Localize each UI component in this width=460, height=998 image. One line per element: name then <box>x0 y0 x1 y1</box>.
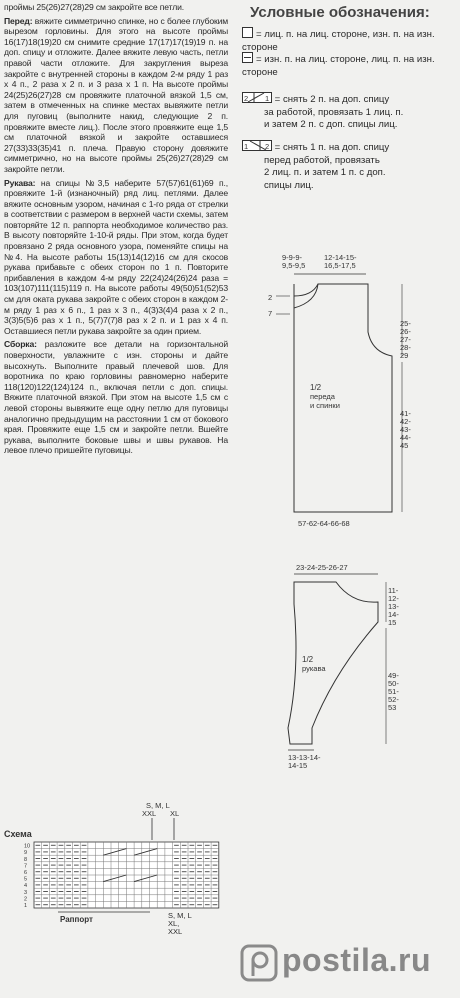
sleeve-r-51: 51- <box>388 687 399 696</box>
size-bottom-a: S, M, L <box>168 911 192 920</box>
size-top-a: S, M, L <box>146 801 170 810</box>
body-top-b2: 16,5-17,5 <box>324 261 356 270</box>
body-right-45: 45 <box>400 441 409 450</box>
knit-symbol-icon <box>242 27 253 38</box>
cable-left-symbol-icon <box>242 140 272 151</box>
sleeves-heading: Рукава: <box>4 177 36 188</box>
body-label-b: переда <box>310 392 335 401</box>
cable-right-symbol-icon <box>242 92 272 103</box>
body-right-44: 44- <box>400 433 411 442</box>
legend-item-purl: = изн. п. на лиц. стороне, лиц. п. на изн. стороне <box>242 54 435 78</box>
stitch-chart <box>0 800 232 940</box>
sleeve-r-49: 49- <box>388 671 399 680</box>
body-left-7: 7 <box>268 309 273 318</box>
sleeve-r-53: 53 <box>388 703 397 712</box>
para-sleeves <box>4 178 228 337</box>
svg-text:1: 1 <box>244 142 249 151</box>
body-right-28: 28- <box>400 343 411 352</box>
watermark-text: postila.ru <box>282 942 432 978</box>
rapport-label: Раппорт <box>60 915 93 924</box>
sleeve-r-15: 15 <box>388 618 397 627</box>
body-right-42: 42- <box>400 417 411 426</box>
body-right-29: 29 <box>400 351 409 360</box>
sleeve-r-13: 13- <box>388 602 399 611</box>
chart-row-label: 5 <box>24 876 28 883</box>
chart-row-label: 8 <box>24 856 28 863</box>
body-right-26: 26- <box>400 327 411 336</box>
body-bottom: 57-62-64-66-68 <box>298 519 350 528</box>
chart-row-label: 1 <box>24 903 28 909</box>
body-right-27: 27- <box>400 335 411 344</box>
svg-text:2: 2 <box>244 94 249 103</box>
chart-row-label: 3 <box>24 889 28 896</box>
legend-title: Условные обозначения: <box>250 4 430 21</box>
chart-row-label: 9 <box>24 850 28 857</box>
para-front <box>4 16 228 175</box>
sleeve-label-a: 1/2 <box>302 655 314 664</box>
para-assembly <box>4 339 228 456</box>
body-pattern-diagram <box>260 250 450 530</box>
sleeve-r-11: 11- <box>388 586 399 595</box>
purl-symbol-icon <box>242 52 253 63</box>
legend-item-cable-right: 2 1 = снять 2 п. на доп. спицу за работой, провязать 1 лиц. п. и затем 2 п. с доп. спицы лиц. <box>244 94 404 130</box>
size-bottom <box>168 912 192 936</box>
chart-row-label: 7 <box>24 863 28 870</box>
sleeve-top: 23-24-25-26-27 <box>296 563 348 572</box>
instructions-text <box>4 2 228 459</box>
front-text: вяжите симметрично спинке, но с более глубоким вырезом горловины. Для этого на высоте проймы 16(17)18(19)20 см снимите средние 17(17)17(19)19 п. на доп. спицу и отложите. Далее вяжите левую часть, петли правой части отложите. Для закругления выреза закройте с внутренней стороны в каждом 2-м ряду 1 раз х 4 п., 2 раза х 2 п. и 3 раза х 1 п. На высоте проймы 24(25)26(27)28 см провяжите платочной вязкой 1,5 см, затем в отмеченных на спинке местах вывяжите петли для пуговиц (выполните накид, следующие 2 п. провяжите вместе лиц.). После этого провяжите еще 1,5 см платочной вязкой и закройте оставшиеся 27(33)33(35)41 п. плеча. Правую сторону довяжите симметрично, но на высоте проймы 25(26)27(28)29 см закройте петли. <box>4 15 228 174</box>
assembly-text: разложите все детали на горизонтальной поверхности, увлажните с изн. стороны и дайте высохнуть. Выполните правый плечевой шов. Для воротника по краю горловины равномерно наберите 118(120)122(124)124 п., включая петли с доп. спицы. Вяжите платочной вязкой. При этом на высоте 1,5 см с левой стороны вывяжите еще одну петлю для пуговицы аналогично предыдущим на расстоянии 1 см от бокового края. Провяжите еще 1,5 см и закройте петли. Вшейте рукава, выполните боковые швы и швы рукавов. На левое плечо пришейте пуговицы. <box>4 339 228 456</box>
body-top-a: 9-9-9- <box>282 253 303 262</box>
svg-text:1: 1 <box>265 94 270 103</box>
front-heading: Перед: <box>4 15 33 26</box>
chart-row-label: 6 <box>24 870 28 876</box>
body-top-a2: 9,5-9,5 <box>282 261 306 270</box>
chart-grid <box>24 842 219 909</box>
chart-title: Схема <box>4 829 32 839</box>
assembly-heading: Сборка: <box>4 339 37 350</box>
body-label-a: 1/2 <box>310 383 322 392</box>
chart-row-label: 4 <box>24 883 28 890</box>
body-left-2: 2 <box>268 293 273 302</box>
size-bottom-b: XL, <box>168 919 180 928</box>
legend-item-cable-left: 1 2 = снять 1 п. на доп. спицу перед работой, провязать 2 лиц. п. и затем 1 п. с доп. спицы лиц. <box>244 142 390 191</box>
sleeve-r-52: 52- <box>388 695 399 704</box>
watermark <box>238 936 460 996</box>
sleeves-text: на спицы №3,5 наберите 57(57)61(61)69 п., провяжите 1-й (изнаночный) ряд лиц. петлями. Далее вяжите основным узором, начиная с 1-го ряда от стрелки в соответствии с размером в верхней части схемы, затем повторяйте 12 п. раппорта необходимое количество раз. В высоту повторяйте 1-10-й ряды. При этом, когда будет провязано 2 ряда основного узора, поменяйте спицы на №4. На высоте работы 15(13)14(12)16 см для скосов рукава прибавьте с обеих сторон по 1 п. Повторите прибавления в каждом 4-м ряду 22(24)24(26)24 раза = 103(107)111(115)119 п. На высоте работы 49(50)51(52)53 см для оката рукава закройте с обеих сторон в каждом 2-м ряду 1 раз х 6 п., 1 раз х 3 п., 4(3)3(4)4 раза х 2 п., 3(3)5(5)6 раз х 1 п., 5(7)7(7)8 раз х 2 п. и 1 раз х 4 п. Оставшиеся петли рукава закройте за один прием. <box>4 177 228 336</box>
body-right-43: 43- <box>400 425 411 434</box>
sleeve-label-b: рукава <box>302 664 326 673</box>
sleeve-bottom-b: 14-15 <box>288 761 308 770</box>
size-bottom-c: XXL <box>168 927 183 936</box>
sleeve-r-50: 50- <box>388 679 399 688</box>
body-right-41: 41- <box>400 409 411 418</box>
body-right-25: 25- <box>400 319 411 328</box>
para-armhole-end: проймы 25(26)27(28)29 см закройте все петли. <box>4 2 184 12</box>
size-top-b: XXL <box>142 809 157 818</box>
sleeve-pattern-diagram <box>260 562 450 780</box>
body-label-c: и спинки <box>310 401 340 410</box>
chart-row-label: 2 <box>24 896 28 903</box>
svg-text:2: 2 <box>265 142 270 151</box>
body-top-b: 12-14-15- <box>324 253 357 262</box>
chart-row-label: 10 <box>24 843 31 850</box>
sleeve-r-12: 12- <box>388 594 399 603</box>
size-top-c: XL <box>170 809 180 818</box>
sleeve-bottom-a: 13-13-14- <box>288 753 321 762</box>
sleeve-r-14: 14- <box>388 610 399 619</box>
postila-logo-icon <box>240 944 278 982</box>
legend-item-knit: = лиц. п. на лиц. стороне, изн. п. на изн. стороне <box>242 29 435 53</box>
